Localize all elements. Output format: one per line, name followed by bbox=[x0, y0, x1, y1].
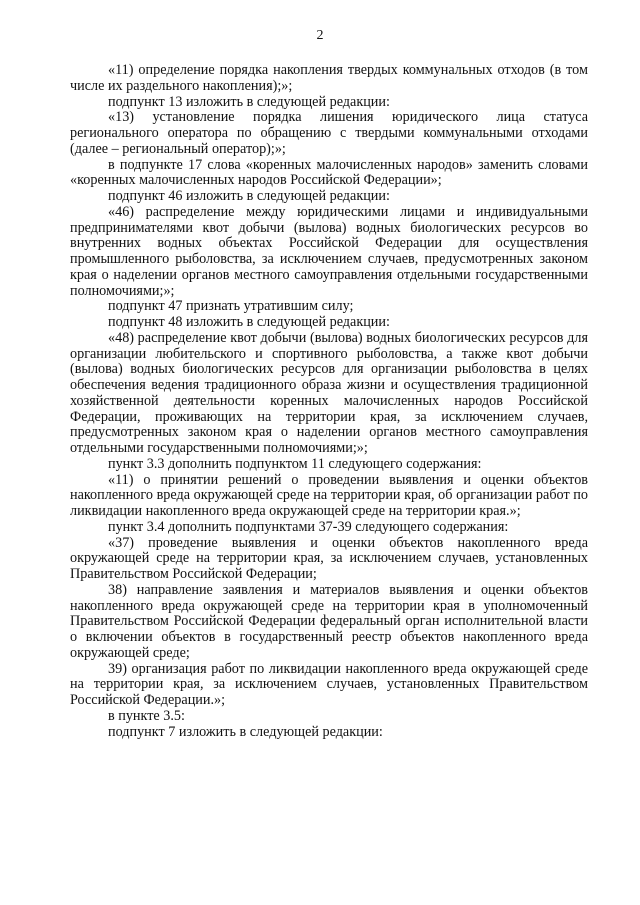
paragraph: подпункт 48 изложить в следующей редакции: bbox=[108, 314, 390, 330]
paragraph: в подпункте 17 слова «коренных малочисленных народов» заменить словами «коренных малочисленных народов Российской Федерации»; bbox=[70, 156, 588, 189]
paragraph: подпункт 47 признать утратившим силу; bbox=[108, 298, 354, 315]
paragraph: «11) о принятии решений о проведении выявления и оценки объектов накопленного вреда окружающей среде на территории края, об организации работ по ликвидации накопленного вреда окружающей среде на территории края.»; bbox=[70, 471, 588, 519]
paragraph: пункт 3.3 дополнить подпунктом 11 следующего содержания: bbox=[108, 455, 482, 472]
paragraph: «48) распределение квот добычи (вылова) водных биологических ресурсов для организации любительского и спортивного рыболовства, а также квот добычи (вылова) водных биологических ресурсов для организации рыболовства в целях обеспечения ведения традиционного образа жизни и осуществления традиционной хозяйственной деятельности коренных малочисленных народов Российской Федерации, проживающих на территории края, за исключением случаев, предусмотренных законом края о наделении органов местного самоуправления отдельными государственными полномочиями;»; bbox=[70, 329, 588, 456]
document-body bbox=[70, 63, 588, 740]
paragraph: в пункте 3.5: bbox=[108, 707, 185, 724]
paragraph: пункт 3.4 дополнить подпунктами 37-39 следующего содержания: bbox=[108, 518, 509, 535]
paragraph: «46) распределение между юридическими лицами и индивидуальными предпринимателями квот добычи (вылова) водных биологических ресурсов во внутренних водных объектах Российской Федерации для осуществления промышленного рыболовства, за исключением случаев, предусмотренных законом края о наделении органов местного самоуправления отдельными государственными полномочиями;»; bbox=[70, 203, 588, 299]
paragraph: «37) проведение выявления и оценки объектов накопленного вреда окружающей среде на территории края, за исключением случаев, установленных Правительством Российской Федерации; bbox=[70, 534, 588, 582]
paragraph: «13) установление порядка лишения юридического лица статуса регионального оператора по обращению с твердыми коммунальными отходами (далее – региональный оператор);»; bbox=[70, 109, 588, 157]
paragraph: подпункт 7 изложить в следующей редакции: bbox=[108, 723, 383, 740]
paragraph: «11) определение порядка накопления твердых коммунальных отходов (в том числе их раздельного накопления);»; bbox=[70, 62, 588, 94]
paragraph: 39) организация работ по ликвидации накопленного вреда окружающей среде на территории края, за исключением случаев, установленных Правительством Российской Федерации.»; bbox=[70, 660, 588, 708]
page-number: 2 bbox=[316, 28, 324, 43]
paragraph: подпункт 46 изложить в следующей редакции: bbox=[108, 188, 390, 204]
paragraph: подпункт 13 изложить в следующей редакции: bbox=[108, 93, 390, 110]
paragraph: 38) направление заявления и материалов выявления и оценки объектов накопленного вреда окружающей среде на территории края в уполномоченный Правительством Российской Федерации федеральный орган исполнительной власти о включении объектов в государственный реестр объектов накопленного вреда окружающей среде; bbox=[70, 581, 588, 661]
